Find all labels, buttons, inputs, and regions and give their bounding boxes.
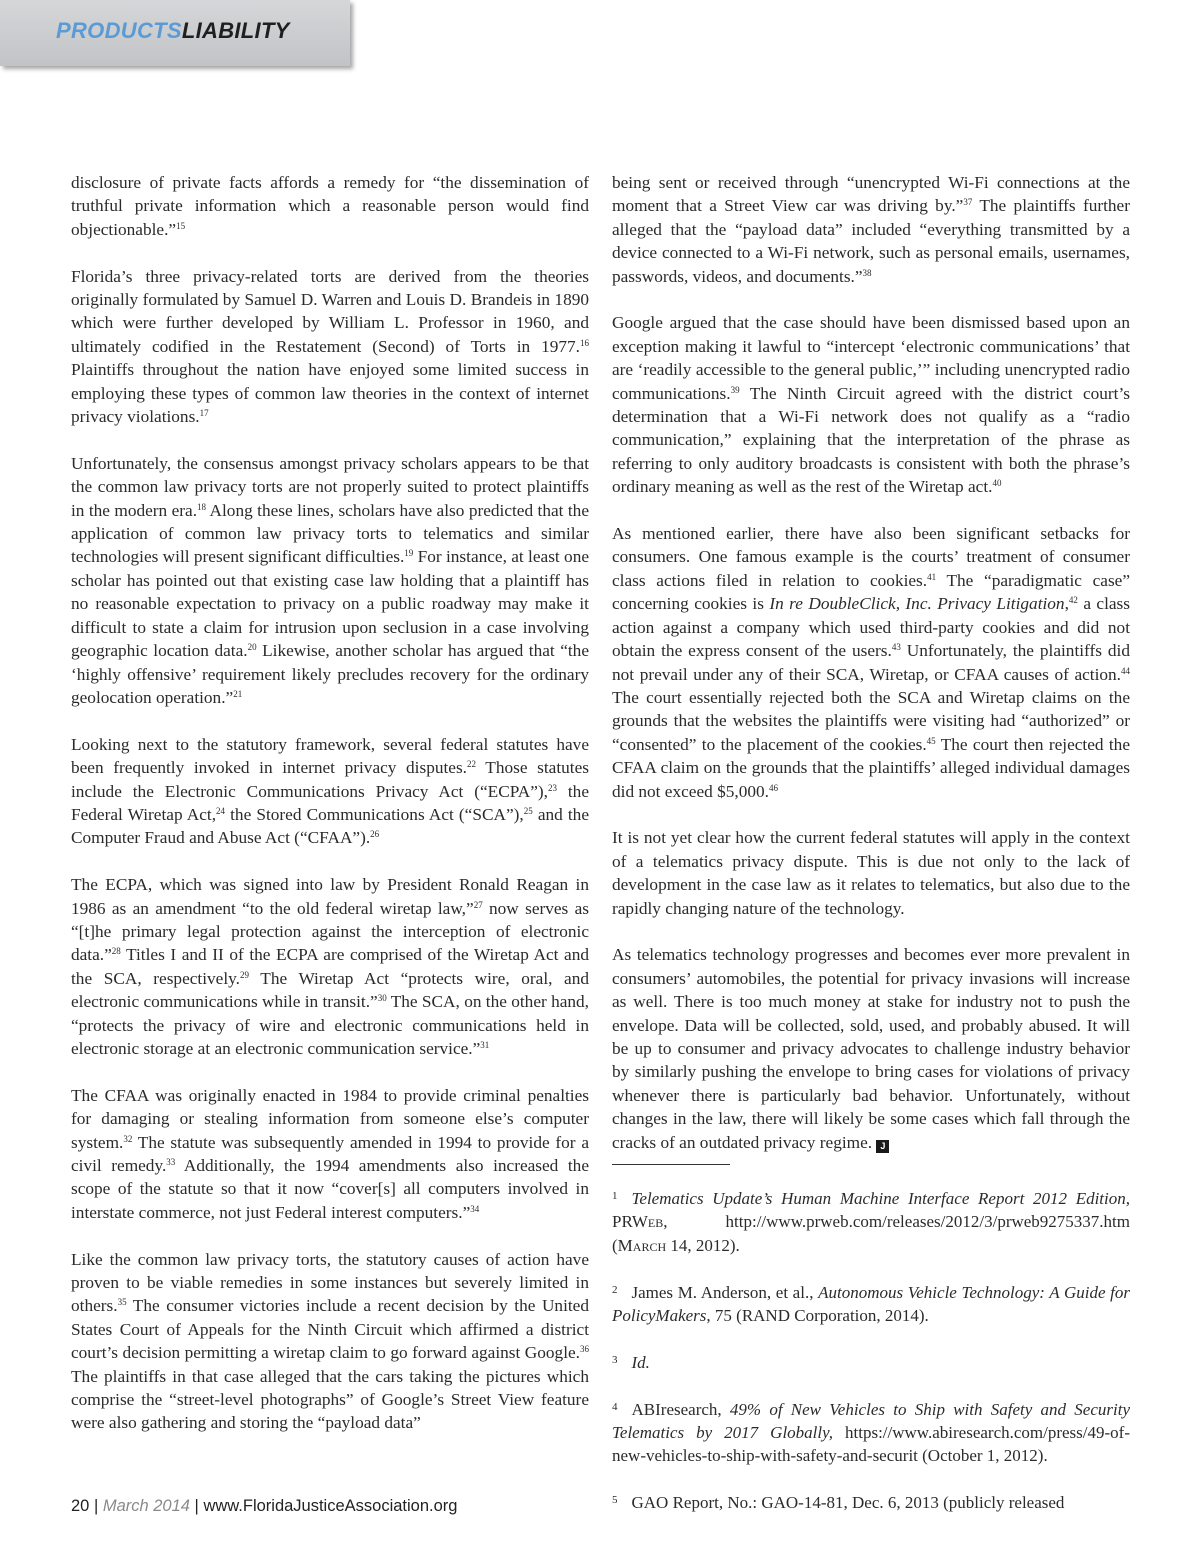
footnote-ref[interactable]: 20: [247, 642, 257, 653]
footnote-ref[interactable]: 37: [963, 197, 973, 208]
footnote-ref[interactable]: 41: [927, 571, 937, 582]
footnote-divider: [612, 1164, 730, 1165]
paragraph: The CFAA was originally enacted in 1984 to provide criminal penalties for damaging or stealing information from someone else’s computer system.$^{32}$ The statute was subsequently amended in 1994 to provide for a civil remedy.$^{33}$ Additionally, the 1994 amendments also increased the scope of the statute so that it now “cover[s] all computers involved in interstate commerce, not just Federal interest computers.”$^{34}$: [71, 1085, 589, 1222]
case-citation: In re DoubleClick, Inc. Privacy Litigation: [769, 594, 1065, 614]
section-title-liability: LIABILITY: [181, 18, 290, 43]
paragraph: being sent or received through “unencrypted Wi-Fi connections at the moment that a Street View car was driving by.”$^{37}$ The plaintiffs further alleged that the “payload data” included “everything transmitted by a device connected to a Wi-Fi network, such as personal emails, usernames, passwords, videos, and documents.”$^{38}$: [612, 173, 1130, 286]
footnote-ref[interactable]: 17: [199, 408, 209, 419]
left-column: [71, 171, 589, 1458]
paragraph: It is not yet clear how the current federal statutes will apply in the context of a telematics privacy dispute. This is due not only to the lack of development in the case law as it relates to telematics, but also due to the rapidly changing nature of the technology.: [612, 828, 1130, 918]
footnote: $^3$ Id.: [612, 1352, 650, 1372]
paragraph: Florida’s three privacy-related torts are derived from the theories originally formulated by Samuel D. Warren and Louis D. Brandeis in 1890 which were further developed by William L. Professor in 1960, and ultimately codified in the Restatement (Second) of Torts in 1977.16 Plaintiffs throughout the nation have enjoyed some limited success in employing these types of common law theories in the context of internet privacy violations.$^{17}$: [71, 266, 589, 427]
footnote-ref[interactable]: 21: [233, 688, 243, 699]
footnote-ref[interactable]: 29: [239, 969, 249, 980]
footnote-ref[interactable]: 44: [1121, 665, 1130, 676]
section-header: [0, 0, 350, 66]
paragraph: The ECPA, which was signed into law by President Ronald Reagan in 1986 as an amendment “to the old federal wiretap law,”$^{27}$ now serves as “[t]he primary legal protection against the interception of electronic data.”$^{28}$ Titles I and II of the ECPA are comprised of the Wiretap Act and the SCA, respectively.$^{29}$ The Wiretap Act “protects wire, oral, and electronic communications while in transit.”$^{30}$ The SCA, on the other hand, “protects the privacy of wire and electronic communications held in electronic storage at an electronic communication service.”$^{31}$: [71, 875, 590, 1058]
footnote-ref[interactable]: 35: [117, 1297, 127, 1308]
footnote-ref[interactable]: 32: [123, 1133, 133, 1144]
footnote-ref[interactable]: 34: [470, 1203, 480, 1214]
footnote: $^4$ ABIresearch, 49% of New Vehicles to Ship with Safety and Security Telematics by 2017 Globally, https://www.abiresearch.com/press/49-of-new-vehicles-to-ship-with-safety-and-securit (October 1, 2012).: [612, 1399, 1130, 1466]
paragraph: disclosure of private facts affords a remedy for “the dissemination of truthful private information which a reasonable person would find objectionable.”$^{15}$: [71, 173, 589, 239]
page-footer: 20 | March 2014 | www.FloridaJusticeAssociation.org: [71, 1497, 458, 1515]
website-link[interactable]: www.FloridaJusticeAssociation.org: [203, 1497, 458, 1515]
footnote-ref[interactable]: 42: [1068, 595, 1078, 606]
end-of-article-icon: J: [876, 1140, 889, 1153]
footnote-ref[interactable]: 23: [547, 782, 557, 793]
footnote: $^5$ GAO Report, No.: GAO-14-81, Dec. 6, 2013 (publicly released: [612, 1493, 1065, 1513]
footnote-ref[interactable]: 36: [580, 1344, 589, 1355]
page-number: 20: [71, 1497, 90, 1515]
footnote-ref[interactable]: 28: [111, 946, 121, 957]
footnote-ref[interactable]: 38: [862, 267, 872, 278]
footnote-ref[interactable]: 19: [404, 548, 414, 559]
paragraph: Like the common law privacy torts, the statutory causes of action have proven to be viable remedies in some instances but severely limited in others.$^{35}$ The consumer victories include a recent decision by the United States Court of Appeals for the Ninth Circuit which affirmed a district court’s decision permitting a wiretap claim to go forward against Google.$^{36}$ The plaintiffs in that case alleged that the cars taking the pictures which comprise the “street-level photographs” of Google’s Street View feature were also gathering and storing the “payload data”: [71, 1249, 589, 1433]
paragraph: Unfortunately, the consensus amongst privacy scholars appears to be that the common law privacy torts are not properly suited to protect plaintiffs in the modern era.$^{18}$ Along these lines, scholars have also predicted that the application of common law privacy torts to telematics and similar technologies will present significant difficulties.$^{19}$ For instance, at least one scholar has pointed out that existing case law holding that a plaintiff has no reasonable expectation to privacy on a public roadway may make it difficult to state a claim for intrusion upon seclusion in a case involving geographic location data.$^{20}$ Likewise, another scholar has argued that “the ‘highly offensive’ requirement likely precludes recovery for the ordinary geolocation operation.”$^{21}$: [71, 453, 590, 707]
footnotes: [612, 1187, 1130, 1515]
footnote-ref[interactable]: 31: [480, 1039, 490, 1050]
footnote-ref[interactable]: 39: [730, 384, 740, 395]
section-title-products: PRODUCTS: [56, 18, 182, 43]
footnote: $^1$ Telematics Update’s Human Machine Interface Report 2012 Edition, PRWeb, http://www.prweb.com/releases/2012/3/prweb9275337.htm (March 14, 2012).: [612, 1189, 1130, 1255]
section-title: [56, 18, 290, 44]
footnote: $^2$ James M. Anderson, et al., Autonomous Vehicle Technology: A Guide for PolicyMakers, 75 (RAND Corporation, 2014).: [612, 1282, 1131, 1326]
footnote-ref[interactable]: 27: [473, 899, 483, 910]
footnote-ref[interactable]: 40: [992, 478, 1002, 489]
issue-date: March 2014: [102, 1497, 190, 1515]
paragraph: Google argued that the case should have been dismissed based upon an exception making it lawful to “intercept ‘electronic communications’ that are ‘readily accessible to the general public,’” including unencrypted radio communications.$^{39}$ The Ninth Circuit agreed with the district court’s determination that a Wi-Fi network does not qualify as a “radio communication,” explaining that the interpretation of the phrase as referring to only auditory broadcasts is consistent with both the phrase’s ordinary meaning as well as the rest of the Wiretap act.$^{40}$: [612, 313, 1130, 497]
footnote-ref[interactable]: 18: [197, 501, 207, 512]
footnote-ref[interactable]: 24: [216, 805, 226, 816]
footnote-ref[interactable]: 26: [370, 829, 380, 840]
footnote-ref[interactable]: 46: [768, 782, 778, 793]
footnote-ref[interactable]: 33: [166, 1156, 176, 1167]
footnote-ref[interactable]: 45: [926, 735, 936, 746]
footnote-ref[interactable]: 43: [891, 642, 901, 653]
paragraph: As telematics technology progresses and becomes ever more prevalent in consumers’ automobiles, the potential for privacy invasions will increase as well. There is too much money at stake for industry not to push the envelope. Data will be collected, sold, used, and probably abused. It will be up to consumer and privacy advocates to challenge industry behavior by similarly pushing the envelope to bring cases for violations of privacy whenever there is particularly bad behavior. Unfortunately, without changes in the law, there will likely be some cases which fall through the cracks of an outdated privacy regime. J: [612, 945, 1130, 1152]
paragraph: As mentioned earlier, there have also been significant setbacks for consumers. One famous example is the courts’ treatment of consumer class actions filed in relation to cookies.$^{41}$ The “paradigmatic case” concerning cookies is In re DoubleClick, Inc. Privacy Litigation,$^{42}$ a class action against a company which used third-party cookies and did not obtain the express consent of the users.$^{43}$ Unfortunately, the plaintiffs did not prevail under any of their SCA, Wiretap, or CFAA causes of action.$^{44}$ The court essentially rejected both the SCA and Wiretap claims on the grounds that the websites the plaintiffs were visiting had “authorized” or “consented” to the placement of the cookies.$^{45}$ The court then rejected the CFAA claim on the grounds that the plaintiffs’ alleged individual damages did not exceed $5,000.46: [612, 524, 1131, 801]
footnote-ref[interactable]: 16: [580, 337, 589, 348]
paragraph: Looking next to the statutory framework, several federal statutes have been frequently invoked in internet privacy disputes.$^{22}$ Those statutes include the Electronic Communications Privacy Act (“ECPA”),$^{23}$ the Federal Wiretap Act,$^{24}$ the Stored Communications Act (“SCA”),$^{25}$ and the Computer Fraud and Abuse Act (“CFAA”).$^{26}$: [71, 734, 589, 848]
footnote-ref[interactable]: 22: [467, 759, 476, 770]
right-column: [612, 171, 1130, 1538]
footnote-ref[interactable]: 15: [176, 220, 186, 231]
footnote-ref[interactable]: 25: [523, 805, 533, 816]
footnote-ref[interactable]: 30: [377, 993, 387, 1004]
